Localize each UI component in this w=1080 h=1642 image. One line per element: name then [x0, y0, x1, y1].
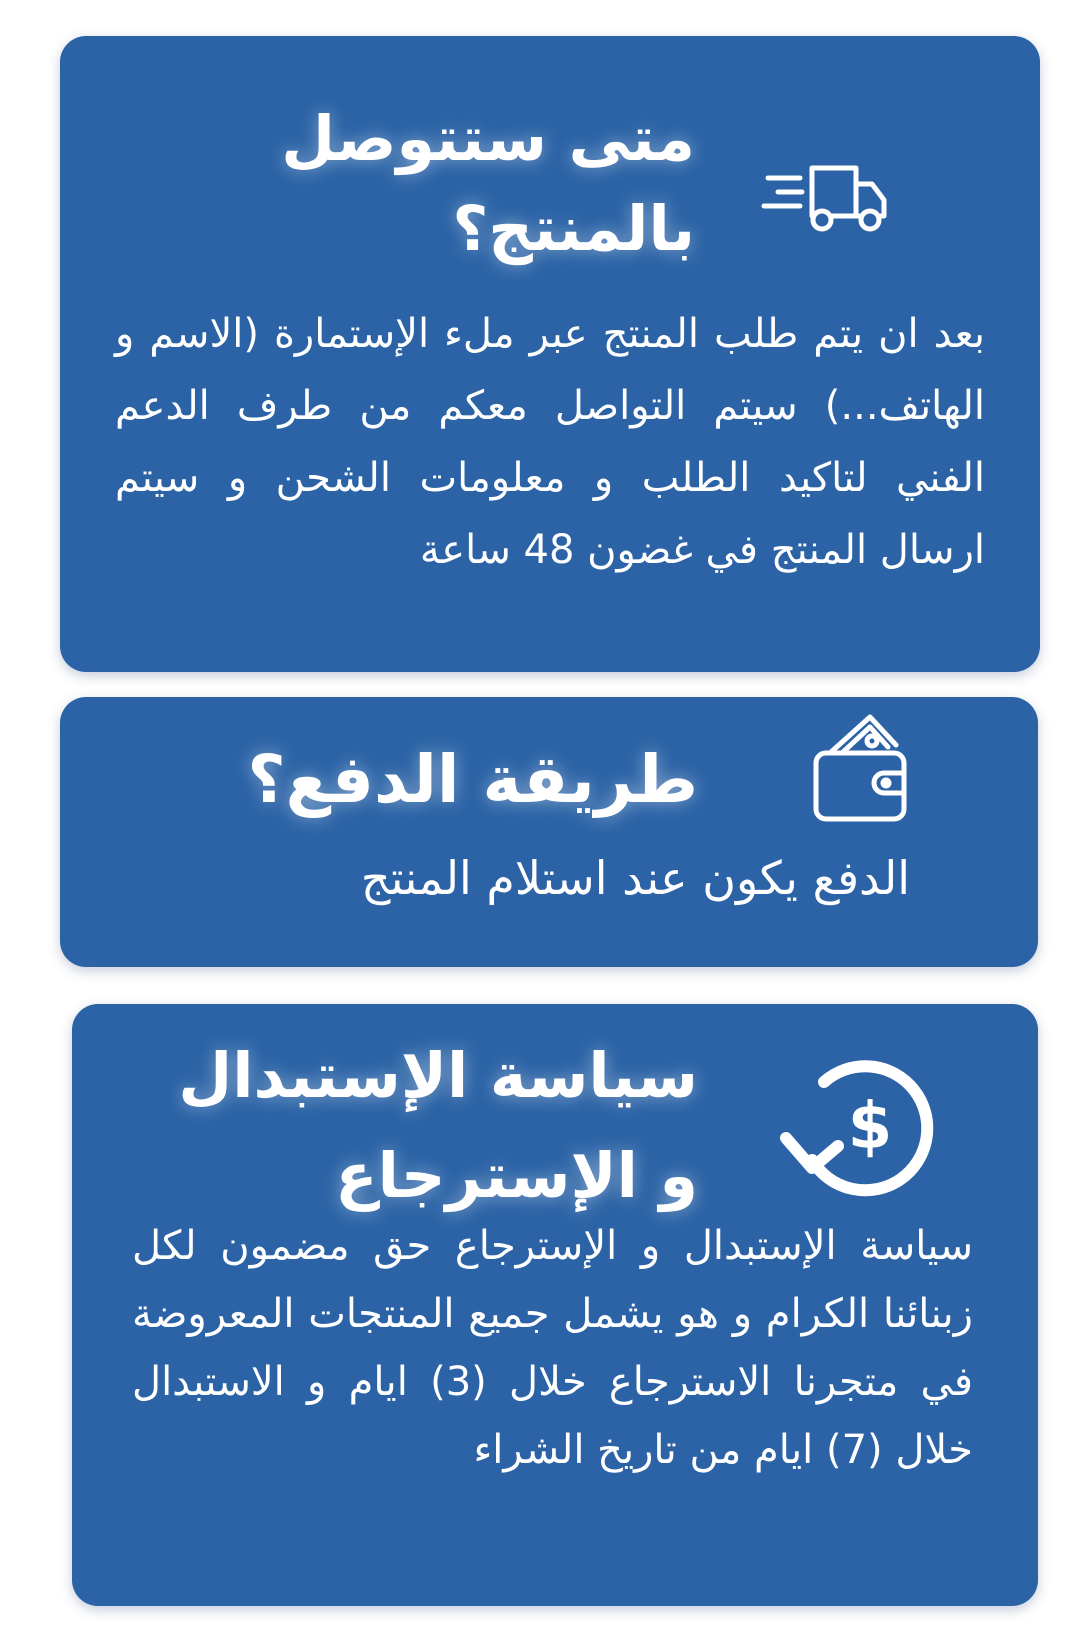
delivery-truck-icon [760, 154, 890, 244]
refund-dollar-icon [772, 1042, 952, 1212]
returns-card [72, 1004, 1038, 1606]
delivery-title-line2: بالمنتج؟ [452, 192, 695, 265]
returns-title-line1: سياسة الإستبدال [178, 1039, 698, 1112]
svg-text:$: $ [847, 1090, 893, 1164]
payment-card [60, 697, 1038, 967]
returns-body: سياسة الإستبدال و الإسترجاع حق مضمون لكل زبنائنا الكرام و هو يشمل جميع المنتجات المعروضة في متجرنا الاسترجاع خلال (3) ايام و الاستبدال خلال (7) ايام من تاريخ الشراء [132, 1223, 973, 1473]
delivery-body: بعد ان يتم طلب المنتج عبر ملء الإستمارة (الاسم و الهاتف...) سيتم التواصل معكم من طرف الدعم الفني لتاكيد الطلب و معلومات الشحن و سيتم ارسال المنتج في غضون 48 ساعة [115, 311, 985, 573]
delivery-title [195, 94, 695, 274]
delivery-card [60, 36, 1040, 672]
returns-title-line2: و الإسترجاع [335, 1139, 698, 1212]
payment-body: الدفع يكون عند استلام المنتج [360, 851, 910, 905]
payment-title: طريقة الدفع؟ [247, 741, 698, 818]
wallet-icon [808, 709, 913, 827]
delivery-title-line1: متى ستتوصل [281, 102, 695, 175]
returns-title [138, 1026, 698, 1226]
